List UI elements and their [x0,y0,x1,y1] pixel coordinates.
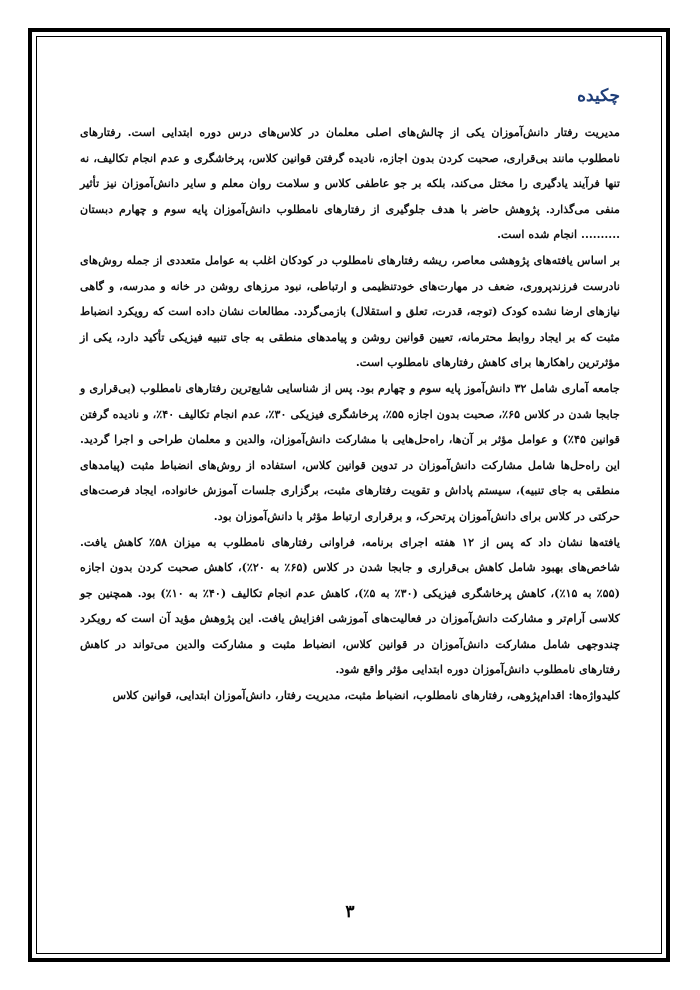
keywords-line [80,683,620,709]
keywords-text: اقدام‌پژوهی، رفتارهای نامطلوب، انضباط مثبت، مدیریت رفتار، دانش‌آموزان ابتدایی، قوانین کلاس [112,688,565,703]
abstract-paragraph-2: بر اساس یافته‌های پژوهشی معاصر، ریشه رفتارهای نامطلوب در کودکان اغلب به عوامل متعددی از جمله روش‌های نادرست فرزندپروری، ضعف در مهارت‌های خودتنظیمی و ارتباطی، نبود مرزهای روشن در خانه و مدرسه، و گاهی نیازهای ارضا نشده کودک (توجه، قدرت، تعلق و استقلال) بازمی‌گردد. مطالعات نشان داده است که رویکرد انضباط مثبت که بر ایجاد روابط محترمانه، تعیین قوانین روشن و پیامدهای منطقی به جای تنبیه فیزیکی تأکید دارد، یکی از مؤثرترین راهکارها برای کاهش رفتارهای نامطلوب است. [80,252,620,370]
abstract-heading: چکیده [577,86,620,106]
abstract-paragraph-4: یافته‌ها نشان داد که پس از ۱۲ هفته اجرای برنامه، فراوانی رفتارهای نامطلوب به میزان ۵۸٪ کاهش یافت. شاخص‌های بهبود شامل کاهش بی‌قراری و جابجا شدن در کلاس (۶۵٪ به ۲۰٪)، کاهش صحبت کردن بدون اجازه (۵۵٪ به ۱۵٪)، کاهش پرخاشگری فیزیکی (۳۰٪ به ۵٪)، کاهش عدم انجام تکالیف (۴۰٪ به ۱۰٪) بود. همچنین جو کلاسی آرام‌تر و مشارکت دانش‌آموزان در فعالیت‌های آموزشی افزایش یافت. این پژوهش مؤید آن است که رویکرد چندوجهی شامل مشارکت دانش‌آموزان در قوانین کلاس، انضباط مثبت و مشارکت والدین می‌تواند در کاهش رفتارهای نامطلوب دانش‌آموزان دوره ابتدایی مؤثر واقع شود. [80,534,620,677]
abstract-section [80,86,620,709]
abstract-paragraph-1: مدیریت رفتار دانش‌آموزان یکی از چالش‌های اصلی معلمان در کلاس‌های درس دوره ابتدایی است. رفتارهای نامطلوب مانند بی‌قراری، صحبت کردن بدون اجازه، نادیده گرفتن قوانین کلاس، پرخاشگری و عدم انجام تکالیف، نه تنها فرآیند یادگیری را مختل می‌کند، بلکه بر جو عاطفی کلاس و سلامت روان معلم و سایر دانش‌آموزان نیز تأثیر منفی می‌گذارد. پژوهش حاضر با هدف جلوگیری از رفتارهای نامطلوب دانش‌آموزان پایه سوم و چهارم دبستان .......... انجام شده است. [80,125,620,242]
abstract-paragraph-3: جامعه آماری شامل ۳۲ دانش‌آموز پایه سوم و چهارم بود. پس از شناسایی شایع‌ترین رفتارهای نامطلوب (بی‌قراری و جابجا شدن در کلاس ۶۵٪، صحبت بدون اجازه ۵۵٪، پرخاشگری فیزیکی ۳۰٪، عدم انجام تکالیف ۴۰٪، و نادیده گرفتن قوانین ۴۵٪) و عوامل مؤثر بر آن‌ها، راه‌حل‌هایی با مشارکت دانش‌آموزان، والدین و معلمان طراحی و اجرا گردید. این راه‌حل‌ها شامل مشارکت دانش‌آموزان در تدوین قوانین کلاس، استفاده از روش‌های انضباط مثبت (پیامدهای منطقی به جای تنبیه)، سیستم پاداش و تقویت رفتارهای مثبت، برگزاری جلسات آموزش خانواده، ایجاد فرصت‌های حرکتی در کلاس برای دانش‌آموزان پرتحرک، و برقراری ارتباط مؤثر با دانش‌آموزان بود. [80,380,620,523]
page-number: ۳ [345,902,355,922]
keywords-label: کلیدواژه‌ها: [568,688,620,703]
